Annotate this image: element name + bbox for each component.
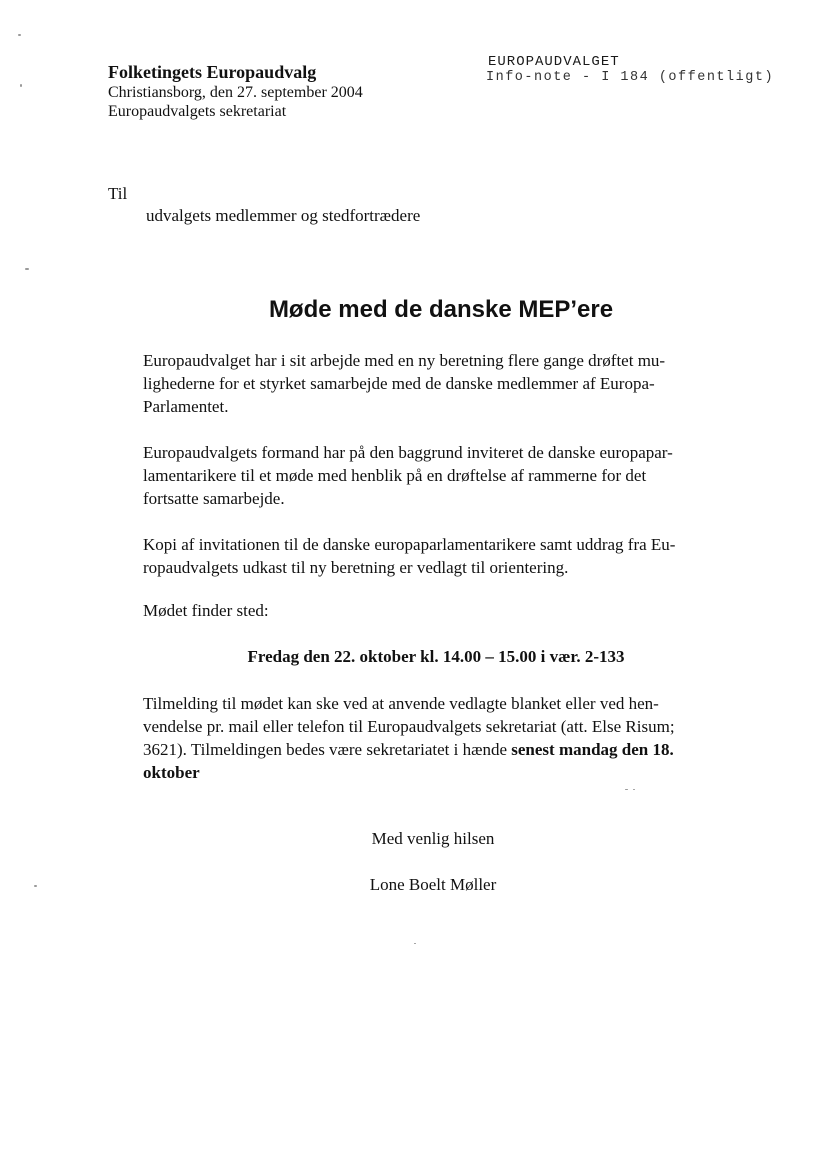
scan-speck [34, 885, 37, 887]
scan-speck [625, 789, 628, 790]
scan-speck [18, 34, 21, 36]
paragraph-line: Tilmelding til mødet kan ske ved at anvende vedlagte blanket eller ved hen- [143, 694, 659, 713]
paragraph-line: ropaudvalgets udkast til ny beretning er vedlagt til orientering. [143, 558, 569, 577]
paragraph-3 [143, 533, 733, 579]
addressee-recipients: udvalgets medlemmer og stedfortrædere [146, 206, 421, 225]
paragraph-line: Parlamentet. [143, 397, 229, 416]
deadline-text: senest mandag den 18. [511, 740, 674, 759]
scan-speck [633, 789, 635, 790]
paragraph-line-text: 3621). Tilmeldingen bedes være sekretariatet i hænde [143, 740, 512, 759]
paragraph-line: lamentarikere til et møde med henblik på en drøftelse af rammerne for det [143, 466, 647, 485]
paragraph-line: lighederne for et styrket samarbejde med de danske medlemmer af Europa- [143, 374, 655, 393]
paragraph-2 [143, 441, 733, 510]
paragraph-line [143, 738, 733, 761]
organization-name: Folketingets Europaudvalg [108, 62, 317, 82]
document-title: Møde med de danske MEP’ere [268, 296, 614, 323]
closing-greeting: Med venlig hilsen [371, 829, 495, 848]
stamp-note: Info-note - I 184 (offentligt) [486, 70, 775, 85]
paragraph-1 [143, 349, 733, 418]
paragraph-line: Europaudvalget har i sit arbejde med en ny beretning flere gange drøftet mu- [143, 351, 666, 370]
paragraph-4 [143, 599, 733, 622]
paragraph-line: fortsatte samarbejde. [143, 489, 285, 508]
paragraph-line: Europaudvalgets formand har på den baggrund inviteret de danske europapar- [143, 443, 673, 462]
signature-name: Lone Boelt Møller [369, 875, 497, 894]
paragraph-5 [143, 692, 733, 784]
scan-speck [414, 943, 416, 944]
paragraph-line: Mødet finder sted: [143, 601, 269, 620]
meeting-details: Fredag den 22. oktober kl. 14.00 – 15.00 i vær. 2-133 [247, 647, 625, 666]
place-date: Christiansborg, den 27. september 2004 [108, 84, 363, 101]
department: Europaudvalgets sekretariat [108, 103, 287, 120]
scan-speck [25, 268, 29, 270]
paragraph-line: Kopi af invitationen til de danske europaparlamentarikere samt uddrag fra Eu- [143, 535, 676, 554]
paragraph-line: vendelse pr. mail eller telefon til Europaudvalgets sekretariat (att. Else Risum; [143, 717, 675, 736]
addressee-label: Til [108, 184, 128, 203]
deadline-text-end: oktober [143, 763, 200, 782]
stamp-title: EUROPAUDVALGET [488, 54, 620, 70]
scan-speck [20, 84, 22, 87]
